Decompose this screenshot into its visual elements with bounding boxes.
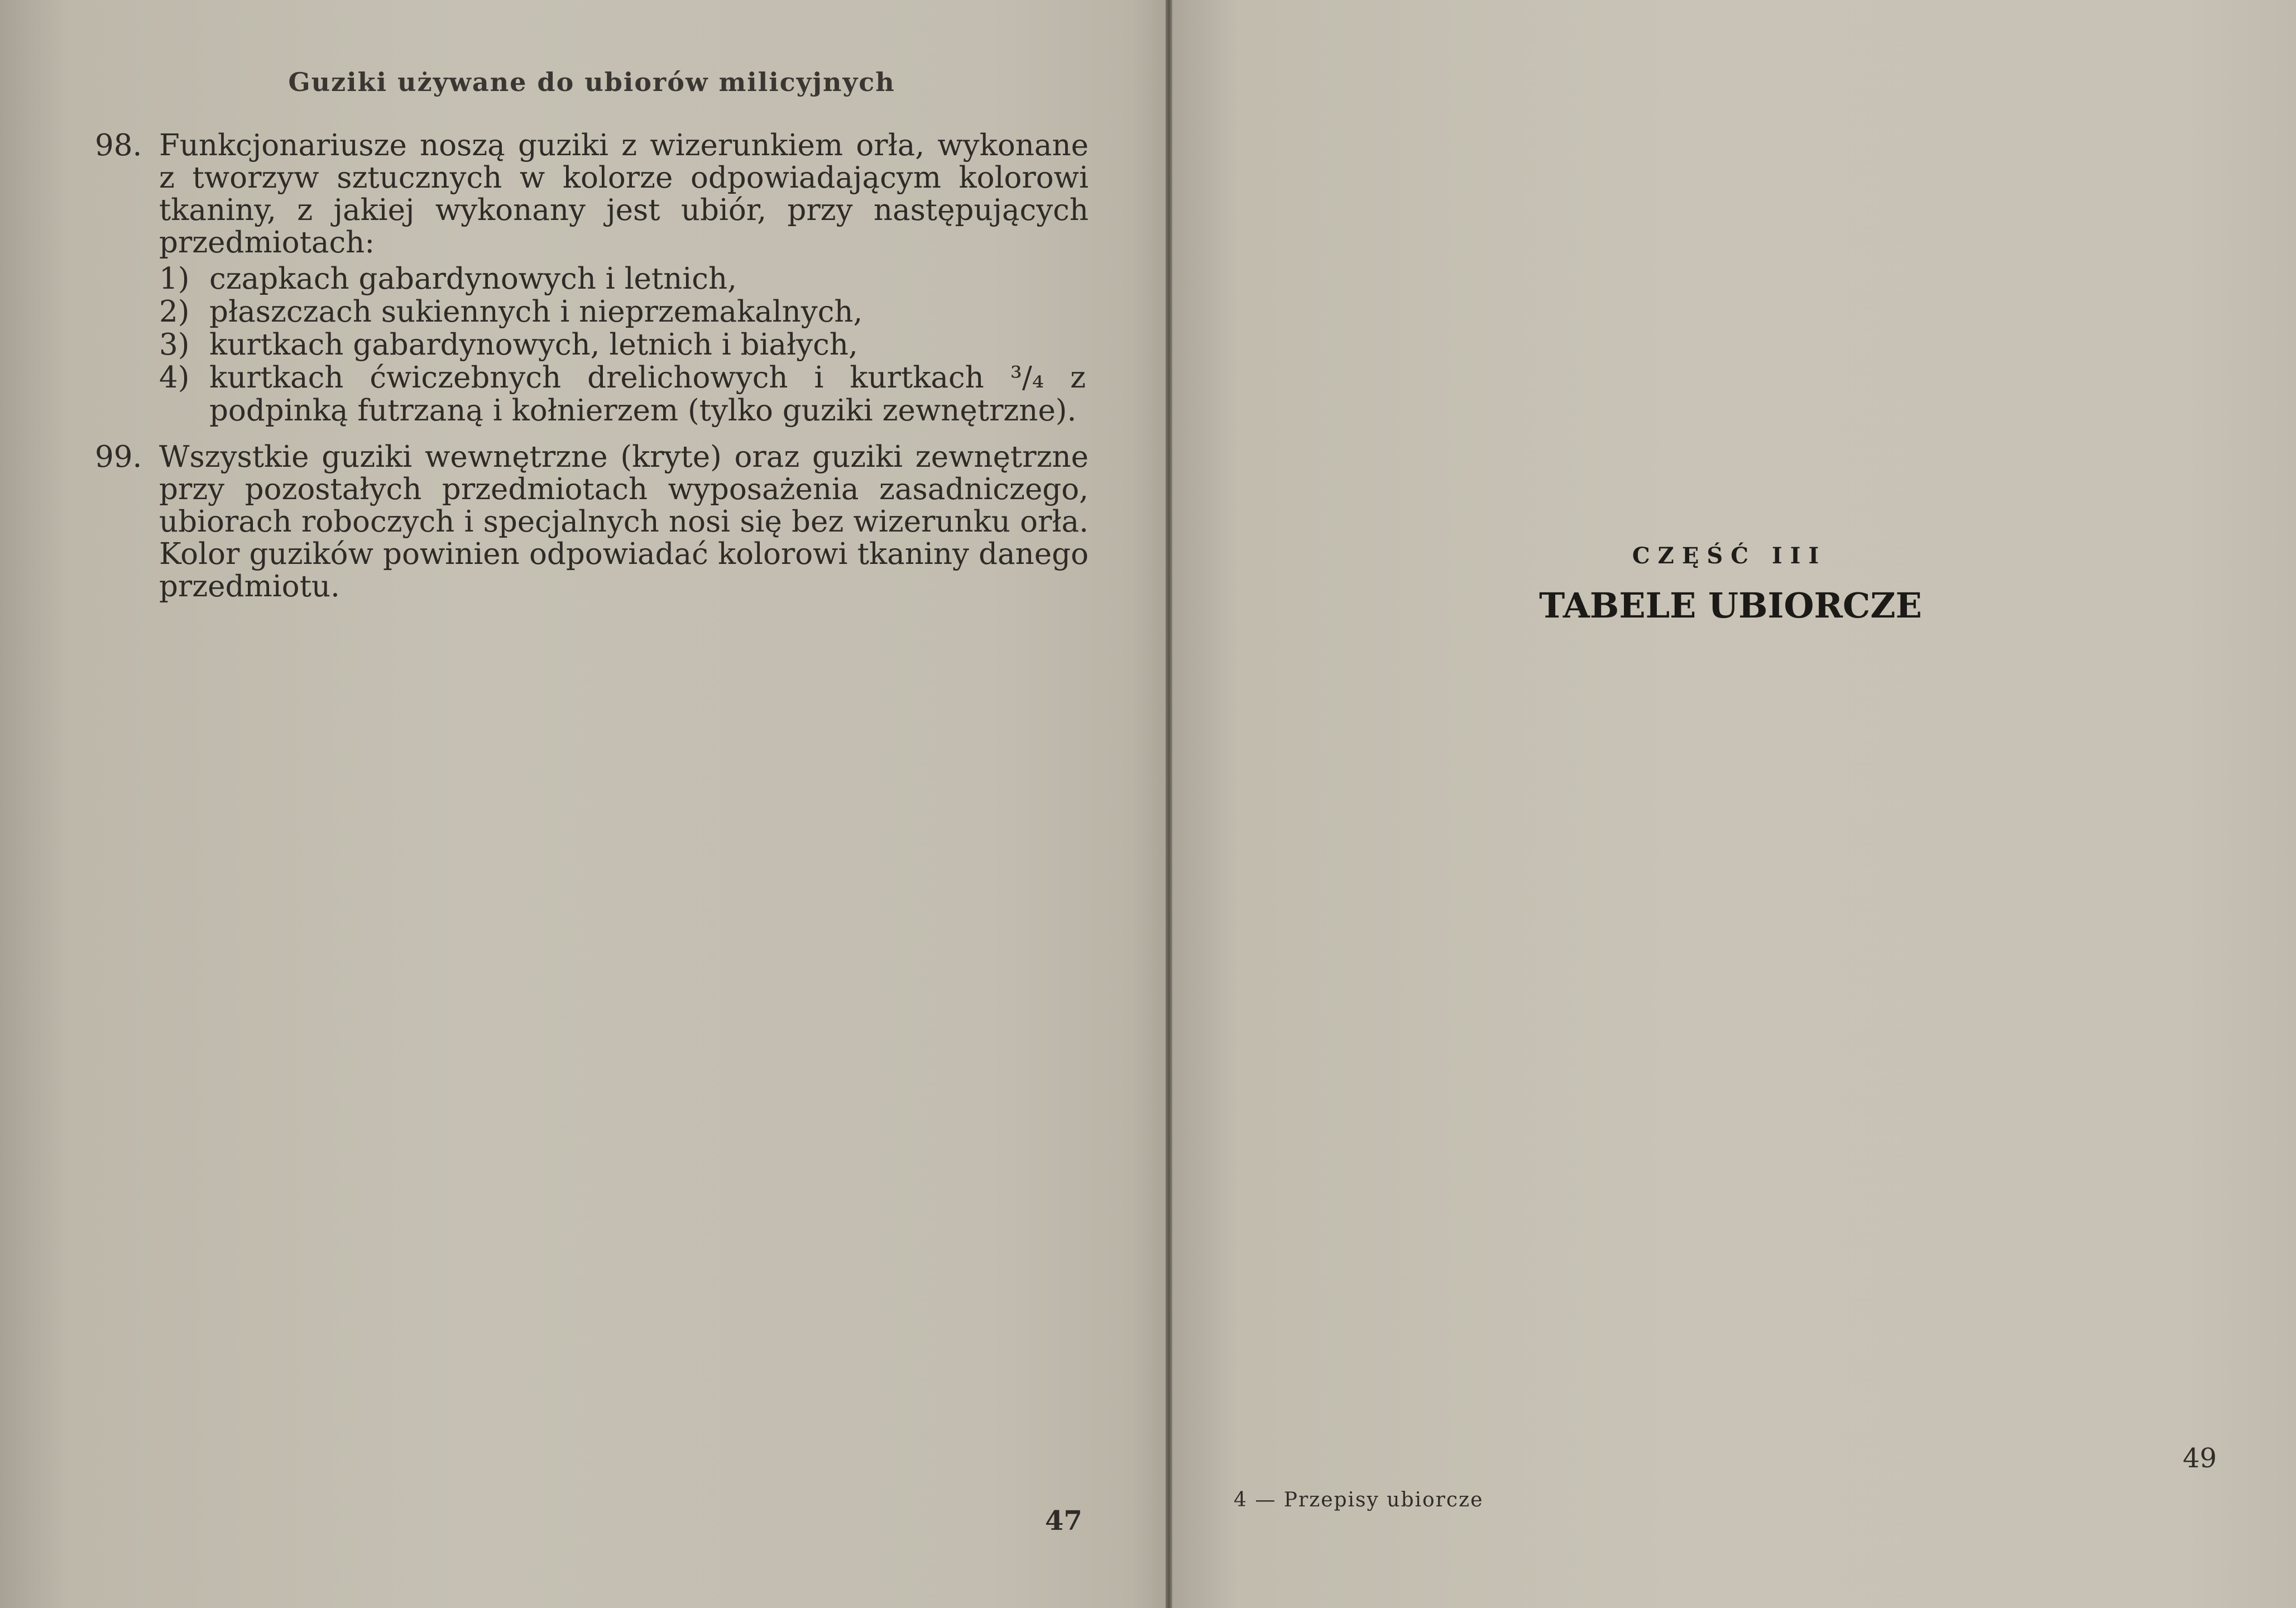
item-list (159, 262, 1086, 427)
list-item-number: 3) (159, 328, 190, 362)
paragraph-99 (95, 441, 1089, 603)
list-item-text: płaszczach sukiennych i nieprzemakalnych, (209, 295, 863, 329)
list-item (159, 262, 1086, 295)
right-page (1171, 0, 2296, 1608)
page-number-right: 49 (2183, 1443, 2217, 1474)
paragraph-98 (95, 130, 1089, 259)
list-item-number: 2) (159, 295, 190, 329)
book-gutter (1166, 0, 1172, 1608)
paragraph-text: Wszystkie guziki wewnętrzne (kryte) oraz guziki zewnętrzne przy pozostałych przedmiotach wyposażenia zasadniczego, ubiorach roboczych i specjalnych nosi się bez wizerunku orła. Kolor guzików powinien odpowiadać kolorowi tkaniny danego przedmiotu. (159, 440, 1089, 604)
list-item-text: kurtkach gabardynowych, letnich i białych, (209, 328, 858, 362)
paragraph-number: 98. (95, 128, 142, 162)
part-label: CZĘŚĆ III (1632, 543, 1827, 569)
paragraph-number: 99. (95, 440, 142, 474)
signature-mark: 4 — Przepisy ubiorcze (1234, 1489, 1484, 1511)
page-number-left: 47 (1045, 1505, 1082, 1537)
part-title: TABELE UBIORCZE (1539, 585, 1922, 626)
list-item (159, 295, 1086, 328)
list-item-text: czapkach gabardynowych i letnich, (209, 262, 737, 296)
list-item-number: 1) (159, 262, 190, 296)
list-item (159, 361, 1086, 427)
list-item-number: 4) (159, 361, 190, 395)
list-item-text: kurtkach ćwiczebnych drelichowych i kurtkach ³/₄ z podpinką futrzaną i kołnierzem (tylko guziki zewnętrzne). (209, 361, 1086, 428)
section-heading: Guziki używane do ubiorów milicyjnych (288, 67, 895, 97)
list-item (159, 328, 1086, 361)
paragraph-text: Funkcjonariusze noszą guziki z wizerunkiem orła, wykonane z tworzyw sztucznych w kolorze odpowiadającym kolorowi tkaniny, z jakiej wykonany jest ubiór, przy następujących przedmiotach: (159, 128, 1089, 260)
